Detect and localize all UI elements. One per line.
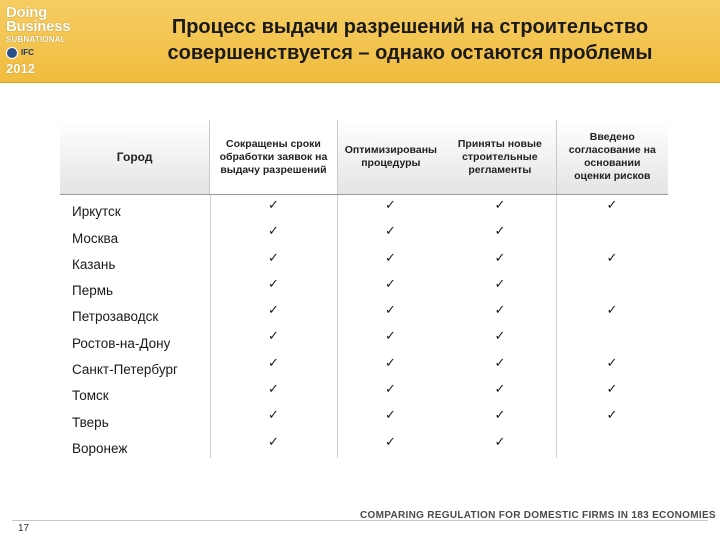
checkmark-icon: ✓ <box>385 328 396 344</box>
header-risk-based-approval <box>556 120 668 194</box>
header-new-regulations <box>444 120 555 194</box>
table-row <box>60 300 668 326</box>
check-cell <box>556 326 668 352</box>
city-name: Иркутск <box>72 204 121 220</box>
table-row <box>60 432 668 458</box>
checkmark-icon: ✓ <box>606 302 618 318</box>
checkmark-icon: ✓ <box>268 249 279 265</box>
checkmark-icon: ✓ <box>268 433 279 449</box>
check-cell <box>556 300 668 326</box>
check-cell <box>210 353 337 379</box>
checkmark-icon: ✓ <box>385 249 396 265</box>
check-cell <box>337 248 444 274</box>
check-cell <box>556 274 668 300</box>
check-cell <box>210 195 337 221</box>
header-c1-line: Сокращены сроки <box>226 137 321 150</box>
checkmark-icon: ✓ <box>268 223 279 239</box>
check-cell <box>444 248 556 274</box>
checkmark-icon: ✓ <box>268 354 279 370</box>
checkmark-icon: ✓ <box>494 381 506 397</box>
checkmark-icon: ✓ <box>494 407 506 423</box>
city-name: Пермь <box>72 283 114 299</box>
check-cell <box>444 221 556 247</box>
logo-org-ifc: IFC <box>21 48 34 57</box>
check-cell <box>337 274 444 300</box>
checkmark-icon: ✓ <box>494 197 506 212</box>
checkmark-icon: ✓ <box>606 407 618 423</box>
checkmark-icon: ✓ <box>494 433 506 449</box>
header-c2-line: Оптимизированы <box>344 144 438 156</box>
checkmark-icon: ✓ <box>385 223 396 239</box>
logo-line-business: Business <box>6 18 71 35</box>
checkmark-icon: ✓ <box>268 275 279 291</box>
checkmark-icon: ✓ <box>385 381 396 397</box>
header-c4-line: согласование на <box>568 144 656 156</box>
checkmark-icon: ✓ <box>385 302 396 318</box>
city-name: Томск <box>72 388 109 404</box>
check-cell <box>444 326 556 352</box>
check-cell <box>556 432 668 458</box>
header-band <box>0 0 720 83</box>
checkmark-icon: ✓ <box>494 275 506 291</box>
check-cell <box>337 195 444 221</box>
check-cell <box>337 353 444 379</box>
check-cell <box>337 432 444 458</box>
checkmark-icon: ✓ <box>494 354 506 370</box>
checkmark-icon: ✓ <box>268 407 279 423</box>
header-c4-line: основании <box>584 157 641 169</box>
city-name: Петрозаводск <box>72 309 159 325</box>
check-cell <box>210 405 337 431</box>
table-row <box>60 248 668 274</box>
checkmark-icon: ✓ <box>606 381 618 397</box>
footer-tagline: COMPARING REGULATION FOR DOMESTIC FIRMS IN 183 ECONOMIES <box>360 510 716 521</box>
header-city: Город <box>60 120 209 194</box>
header-streamlined-procedures <box>338 120 444 194</box>
title-line-2: совершенствуется – однако остаются проблемы <box>167 42 653 64</box>
check-cell <box>210 248 337 274</box>
checkmark-icon: ✓ <box>606 354 618 370</box>
checkmark-icon: ✓ <box>385 354 396 370</box>
check-cell <box>556 353 668 379</box>
check-cell <box>556 405 668 431</box>
header-c1-line: обработки заявок на <box>219 150 328 163</box>
checkmark-icon: ✓ <box>268 197 279 212</box>
logo-line-subnational: SUBNATIONAL <box>6 35 66 44</box>
check-cell <box>556 221 668 247</box>
title-line-1: Процесс выдачи разрешений на строительство <box>171 16 649 38</box>
table-header <box>60 120 668 194</box>
table-row <box>60 405 668 431</box>
check-cell <box>337 326 444 352</box>
check-cell <box>444 274 556 300</box>
check-cell <box>444 195 556 221</box>
check-cell <box>210 300 337 326</box>
logo-line-doing: Doing <box>6 4 47 21</box>
checkmark-icon: ✓ <box>385 407 396 423</box>
city-name: Воронеж <box>72 440 128 456</box>
column-divider <box>337 195 338 458</box>
check-cell <box>444 432 556 458</box>
header-c4-line: оценки рисков <box>574 170 651 182</box>
checkmark-icon: ✓ <box>385 275 396 291</box>
checkmark-icon: ✓ <box>385 433 396 449</box>
check-cell <box>556 379 668 405</box>
check-cell <box>444 353 556 379</box>
logo-year: 2012 <box>6 61 35 76</box>
header-c3-line: Приняты новые <box>457 137 542 150</box>
city-name: Санкт-Петербург <box>72 362 178 378</box>
page-number: 17 <box>18 523 30 534</box>
checkmark-icon: ✓ <box>268 381 279 397</box>
header-reduced-time <box>209 120 337 194</box>
checkmark-icon: ✓ <box>494 249 506 265</box>
doing-business-logo <box>6 6 92 78</box>
page-title <box>110 14 710 66</box>
check-cell <box>210 432 337 458</box>
checkmark-icon: ✓ <box>494 302 506 318</box>
table-row <box>60 221 668 247</box>
checkmark-icon: ✓ <box>606 249 618 265</box>
check-cell <box>210 221 337 247</box>
checkmark-icon: ✓ <box>268 328 279 344</box>
reforms-table <box>60 120 668 458</box>
checkmark-icon: ✓ <box>385 197 396 212</box>
table-body <box>60 195 668 458</box>
check-cell <box>210 326 337 352</box>
check-cell <box>444 300 556 326</box>
header-c2-line: процедуры <box>361 157 421 169</box>
check-cell <box>444 379 556 405</box>
check-cell <box>210 274 337 300</box>
city-name: Казань <box>72 256 116 272</box>
header-c3-line: регламенты <box>468 163 532 176</box>
check-cell <box>337 300 444 326</box>
table-row <box>60 379 668 405</box>
checkmark-icon: ✓ <box>494 328 506 344</box>
table-row <box>60 195 668 221</box>
city-name: Тверь <box>72 414 109 430</box>
check-cell <box>556 195 668 221</box>
check-cell <box>337 405 444 431</box>
world-bank-globe-icon <box>6 47 18 59</box>
column-divider <box>210 195 211 458</box>
check-cell <box>444 405 556 431</box>
check-cell <box>556 248 668 274</box>
check-cell <box>337 379 444 405</box>
logo-orgs <box>6 47 92 59</box>
checkmark-icon: ✓ <box>494 223 506 239</box>
column-divider <box>556 195 557 458</box>
checkmark-icon: ✓ <box>268 302 279 318</box>
city-name: Москва <box>72 230 119 246</box>
checkmark-icon: ✓ <box>606 197 618 212</box>
header-c4-line: Введено <box>589 131 635 143</box>
table-row <box>60 274 668 300</box>
header-c3-line: строительные <box>462 150 538 163</box>
city-name: Ростов-на-Дону <box>72 335 171 351</box>
table-row <box>60 326 668 352</box>
header-c1-line: выдачу разрешений <box>220 163 327 176</box>
table-row <box>60 353 668 379</box>
check-cell <box>337 221 444 247</box>
check-cell <box>210 379 337 405</box>
